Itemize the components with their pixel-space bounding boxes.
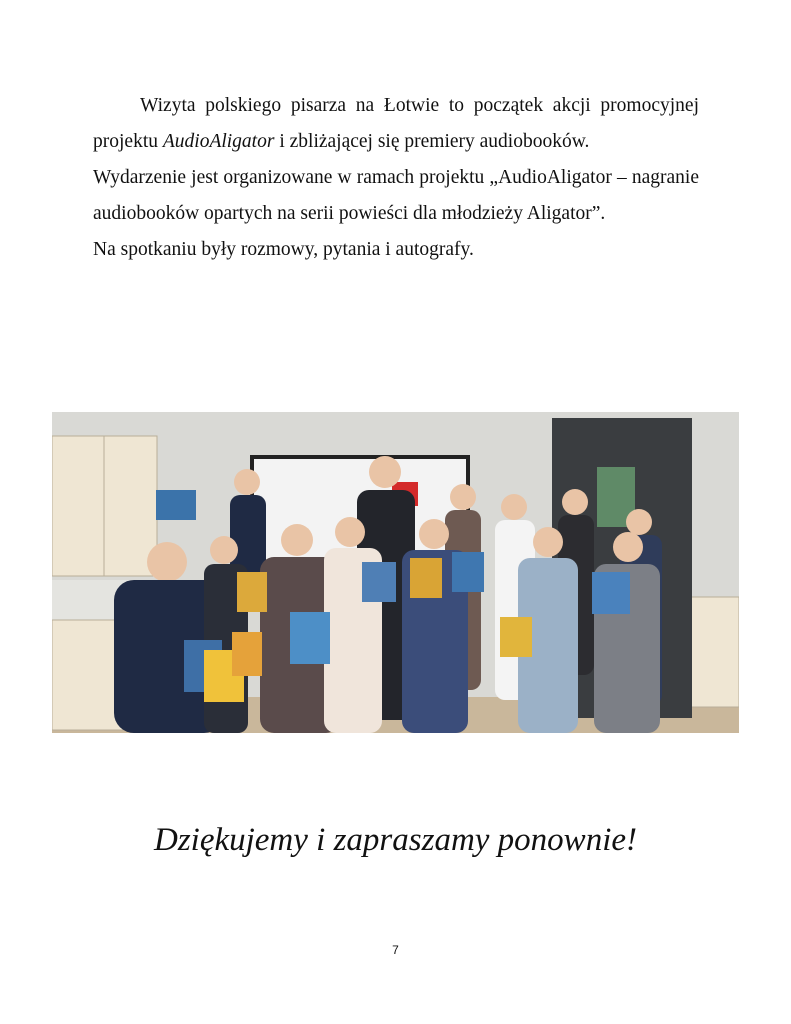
body-text bbox=[93, 88, 699, 268]
paragraph-visit bbox=[93, 88, 699, 160]
paragraph-meeting: Na spotkaniu były rozmowy, pytania i autografy. bbox=[93, 239, 474, 260]
closing-message: Dziękujemy i zapraszamy ponownie! bbox=[153, 822, 637, 858]
paragraph-visit-start: Wizyta polskiego pisarza na Łotwie to początek akcji promocyjnej projektu bbox=[93, 95, 699, 152]
group-photo bbox=[52, 412, 739, 733]
paragraph-event: Wydarzenie jest organizowane w ramach projektu „AudioAligator – nagranie audiobooków opartych na serii powieści dla młodzieży Aligator”. bbox=[93, 167, 699, 224]
page-number: 7 bbox=[392, 943, 399, 957]
paragraph-visit-end: i zbliżającej się premiery audiobooków. bbox=[274, 131, 590, 152]
group-photo-illustration bbox=[52, 412, 739, 733]
project-name: AudioAligator bbox=[162, 131, 275, 152]
